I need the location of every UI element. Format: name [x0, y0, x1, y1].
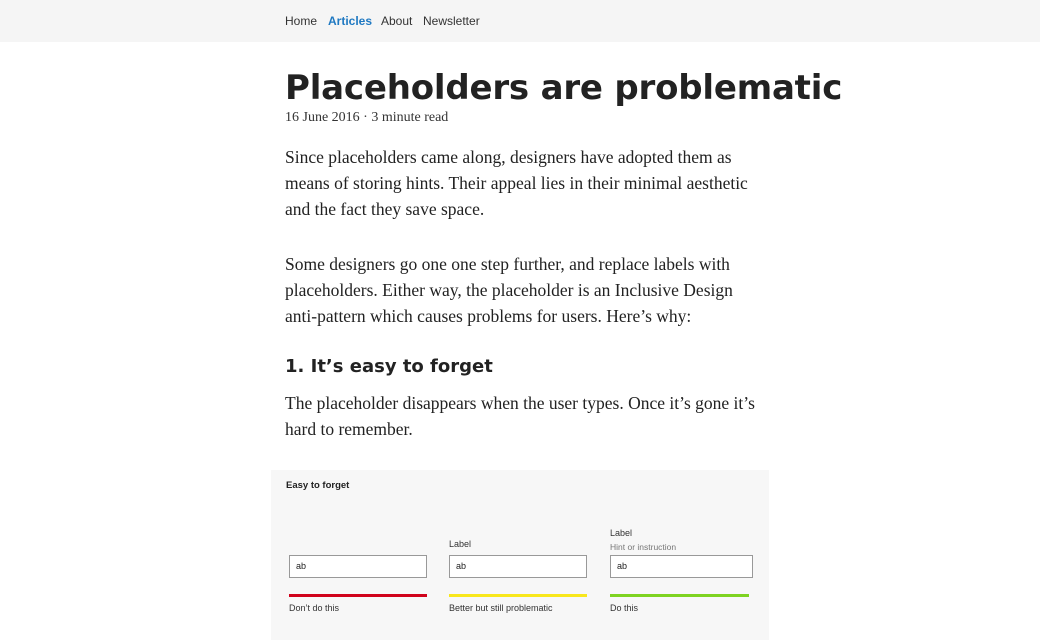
example-label: Label — [610, 528, 633, 538]
example-label: Label — [449, 539, 472, 549]
article-paragraph: The placeholder disappears when the user types. Once it’s gone it’s hard to remember. — [285, 393, 755, 439]
nav-link-articles[interactable]: Articles — [328, 14, 373, 28]
nav-link-about[interactable]: About — [381, 14, 413, 28]
figure-title: Easy to forget — [286, 480, 350, 491]
nav-link-home[interactable]: Home — [285, 14, 318, 28]
nav-link-newsletter[interactable]: Newsletter — [423, 14, 480, 28]
top-nav — [0, 0, 1040, 42]
article-title: Placeholders are problematic — [285, 68, 843, 108]
example-status-bar-green — [610, 594, 749, 597]
example-status-bar-red — [289, 594, 427, 597]
example-hint: Hint or instruction — [610, 542, 677, 552]
article-meta: 16 June 2016 · 3 minute read — [285, 110, 449, 125]
example-input: ab — [449, 555, 587, 578]
example-caption: Better but still problematic — [449, 603, 553, 613]
example-input: ab — [610, 555, 753, 578]
example-caption: Do this — [610, 603, 639, 613]
article-paragraph: Since placeholders came along, designers have adopted them as means of storing hints. Their appeal lies in their minimal aesthetic and the fact they save space. — [285, 147, 748, 219]
example-caption: Don’t do this — [289, 603, 340, 613]
example-input: ab — [289, 555, 427, 578]
example-figure — [271, 470, 769, 640]
section-heading: 1. It’s easy to forget — [285, 356, 493, 377]
example-status-bar-yellow — [449, 594, 587, 597]
article-paragraph: Some designers go one one step further, and replace labels with placeholders. Either way, the placeholder is an Inclusive Design anti-pattern which causes problems for users. Here’s why: — [285, 254, 733, 326]
